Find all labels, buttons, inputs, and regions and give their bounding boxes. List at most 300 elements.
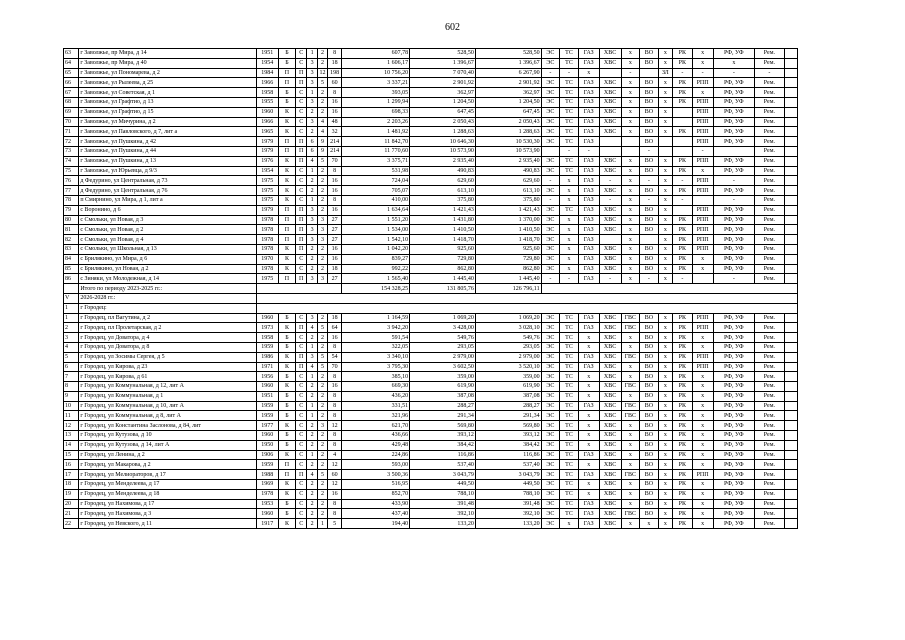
table-cell: - xyxy=(541,68,560,78)
table-cell: К xyxy=(278,362,296,372)
table-cell: х xyxy=(658,411,672,421)
table-cell: С xyxy=(296,480,307,490)
table-row xyxy=(64,391,798,401)
table-cell: 1906 xyxy=(256,450,278,460)
table-cell: ЭС xyxy=(541,49,560,59)
housing-register-table xyxy=(63,48,798,529)
table-cell: х xyxy=(578,333,599,343)
table-cell: 1954 xyxy=(256,58,278,68)
table-cell: 1 xyxy=(307,342,318,352)
total-value-cell: 126 796,11 xyxy=(475,284,541,294)
table-cell: ВО xyxy=(640,107,659,117)
table-cell: 12 xyxy=(319,69,326,76)
table-cell: ХВС xyxy=(599,460,621,470)
table-cell: РФ, УФ xyxy=(713,313,755,323)
table-cell xyxy=(541,284,797,294)
table-cell: РК xyxy=(672,225,692,235)
table-cell: х xyxy=(658,362,672,372)
table-cell: П xyxy=(278,146,296,156)
table-cell: 569,80 xyxy=(410,421,476,431)
table-cell: 549,76 xyxy=(475,333,541,343)
table-cell: ВО xyxy=(640,88,659,98)
table-cell: 9 xyxy=(318,137,328,147)
row-number-cell: 4 xyxy=(64,342,79,352)
address-cell: г Городец, ул Кутузова, д 10 xyxy=(79,431,256,441)
table-cell: ЭС xyxy=(541,323,560,333)
table-cell: РФ, УФ xyxy=(713,235,755,245)
table-cell: 48 xyxy=(327,117,341,127)
table-cell: 2 901,92 xyxy=(475,78,541,88)
address-cell: г Городец, ул Коммунальная, д 1 xyxy=(79,391,256,401)
table-cell: РК xyxy=(672,352,692,362)
address-cell: с Смольки, ул Новая, д 2 xyxy=(79,225,256,235)
table-cell: 2 xyxy=(318,401,328,411)
table-cell: 12 xyxy=(327,460,341,470)
table-cell: 8 xyxy=(327,372,341,382)
table-cell: ЭС xyxy=(541,342,560,352)
table-cell: 3 043,79 xyxy=(410,470,476,480)
table-cell: 516,95 xyxy=(342,480,410,490)
table-row xyxy=(64,489,798,499)
table-cell xyxy=(784,519,797,529)
table-cell: ЭС xyxy=(541,411,560,421)
table-cell: ГАЗ xyxy=(578,88,599,98)
table-cell: ГАЗ xyxy=(578,470,599,480)
row-number-cell: V xyxy=(64,293,79,303)
table-cell: ГАЗ xyxy=(578,254,599,264)
table-cell: х xyxy=(692,264,713,274)
table-cell: 729,80 xyxy=(475,254,541,264)
table-cell: ХВС xyxy=(599,88,621,98)
table-cell: 2 xyxy=(318,480,328,490)
table-cell: х xyxy=(658,421,672,431)
table-cell: РК xyxy=(672,431,692,441)
row-number-cell: 3 xyxy=(64,333,79,343)
table-cell: Рем. xyxy=(755,509,785,519)
table-cell: ХВС xyxy=(599,58,621,68)
table-cell: х xyxy=(578,440,599,450)
table-cell: РФ, УФ xyxy=(713,509,755,519)
table-cell: ВО xyxy=(640,225,659,235)
table-cell: х xyxy=(658,254,672,264)
table-cell: 27 xyxy=(327,274,341,284)
table-cell: х xyxy=(692,480,713,490)
table-cell: ТС xyxy=(560,58,579,68)
table-cell: х xyxy=(578,460,599,470)
row-number-cell: 2 xyxy=(64,323,79,333)
table-cell: ЭС xyxy=(541,489,560,499)
row-number-cell: 86 xyxy=(64,274,79,284)
table-cell: РФ, УФ xyxy=(713,519,755,529)
table-row xyxy=(64,244,798,254)
table-cell: 359,00 xyxy=(410,372,476,382)
table-cell: 2 xyxy=(318,49,328,59)
table-cell: 2 xyxy=(318,342,328,352)
table-cell: - xyxy=(755,68,785,78)
table-cell: 2 xyxy=(318,264,328,274)
table-cell: 288,27 xyxy=(475,401,541,411)
table-cell: х xyxy=(621,205,640,215)
table-cell: 788,10 xyxy=(475,489,541,499)
table-row xyxy=(64,333,798,343)
table-cell xyxy=(784,156,797,166)
table-cell: 2 xyxy=(307,421,318,431)
address-cell: г Городец, ул Коммунальная, д 12, лит А xyxy=(79,382,256,392)
table-cell: 2 xyxy=(307,382,318,392)
table-cell: - xyxy=(541,195,560,205)
table-cell: РПП xyxy=(692,225,713,235)
address-cell: г Заволжье, ул Мичурина, д 2 xyxy=(79,117,256,127)
table-cell: 16 xyxy=(327,333,341,343)
table-cell: К xyxy=(278,195,296,205)
table-cell: 393,12 xyxy=(410,431,476,441)
table-cell: 1973 xyxy=(256,323,278,333)
table-cell: ГАЗ xyxy=(578,244,599,254)
table-cell: х xyxy=(658,470,672,480)
table-cell: 16 xyxy=(327,107,341,117)
address-cell: г Заволжье, ул Графтио, д 13 xyxy=(79,97,256,107)
table-cell: С xyxy=(296,107,307,117)
row-number-cell: 76 xyxy=(64,176,79,186)
table-cell: П xyxy=(278,137,296,147)
table-cell: 1 288,63 xyxy=(410,127,476,137)
table-cell: Рем. xyxy=(755,146,785,156)
table-cell: 2 xyxy=(307,480,318,490)
table-cell: Б xyxy=(278,391,296,401)
table-cell xyxy=(784,146,797,156)
table-cell: ВО xyxy=(640,362,659,372)
table-cell: ГАЗ xyxy=(578,78,599,88)
table-cell: РФ, УФ xyxy=(713,411,755,421)
table-cell: 12 xyxy=(327,421,341,431)
table-cell: РФ, УФ xyxy=(713,382,755,392)
table-cell: ВО xyxy=(640,244,659,254)
table-cell: 3 xyxy=(307,68,318,78)
table-cell: ЭС xyxy=(541,401,560,411)
row-number-cell: 7 xyxy=(64,372,79,382)
table-cell: 2 xyxy=(318,205,328,215)
table-cell: 3 602,50 xyxy=(410,362,476,372)
table-cell: 1 xyxy=(307,166,318,176)
table-row xyxy=(64,519,798,529)
address-cell: г Городец, ул Менделеева, д 18 xyxy=(79,489,256,499)
table-cell xyxy=(784,489,797,499)
table-cell: РПП xyxy=(692,470,713,480)
table-cell xyxy=(784,97,797,107)
table-cell: х xyxy=(560,254,579,264)
table-cell: Б xyxy=(278,58,296,68)
table-cell: 1 xyxy=(307,372,318,382)
table-cell: 2 xyxy=(318,97,328,107)
table-cell: ВО xyxy=(640,421,659,431)
table-cell: х xyxy=(621,244,640,254)
table-cell: 1975 xyxy=(256,176,278,186)
table-cell: 1960 xyxy=(256,107,278,117)
table-cell: ГВС xyxy=(621,352,640,362)
table-cell: ТС xyxy=(560,117,579,127)
table-cell: ХВС xyxy=(599,411,621,421)
row-number-cell: 18 xyxy=(64,480,79,490)
table-cell: ГАЗ xyxy=(578,176,599,186)
row-number-cell: 19 xyxy=(64,489,79,499)
table-cell: 8 xyxy=(327,440,341,450)
table-cell xyxy=(784,333,797,343)
table-cell: 3 337,21 xyxy=(342,78,410,88)
table-cell: 647,45 xyxy=(475,107,541,117)
table-cell: ХВС xyxy=(599,519,621,529)
table-cell xyxy=(599,68,621,78)
table-cell: 1 418,70 xyxy=(475,235,541,245)
address-cell: с Воронино, д 6 xyxy=(79,205,256,215)
address-cell: г Городец, ул Ленина, д 2 xyxy=(79,450,256,460)
table-row xyxy=(64,205,798,215)
table-cell: 1 542,10 xyxy=(342,235,410,245)
table-cell: ТС xyxy=(560,137,579,147)
table-row xyxy=(64,156,798,166)
table-cell: Рем. xyxy=(755,97,785,107)
table-cell: К xyxy=(278,186,296,196)
table-cell: ГАЗ xyxy=(578,58,599,68)
table-cell: - xyxy=(560,68,579,78)
table-cell: 2 xyxy=(318,382,328,392)
table-cell: 607,78 xyxy=(342,49,410,59)
table-cell: х xyxy=(658,264,672,274)
table-cell: 387,08 xyxy=(475,391,541,401)
table-cell: Б xyxy=(278,431,296,441)
table-cell: 393,05 xyxy=(342,88,410,98)
table-cell: 2 xyxy=(307,186,318,196)
table-cell: х xyxy=(658,195,672,205)
table-cell: 3 xyxy=(318,274,328,284)
table-cell: Рем. xyxy=(755,460,785,470)
table-cell: ГАЗ xyxy=(578,235,599,245)
table-cell: 16 xyxy=(327,176,341,186)
table-cell: - xyxy=(621,68,640,78)
table-cell: 2 935,40 xyxy=(410,156,476,166)
address-cell: г Городец, ул Невского, д 11 xyxy=(79,519,256,529)
table-cell: С xyxy=(296,460,307,470)
table-cell: - xyxy=(672,195,692,205)
table-cell: х xyxy=(621,195,640,205)
table-cell: ТС xyxy=(560,88,579,98)
table-cell: 10 646,30 xyxy=(410,137,476,147)
table-cell xyxy=(784,391,797,401)
table-cell: ВО xyxy=(640,342,659,352)
table-cell: ТС xyxy=(560,440,579,450)
table-cell: х xyxy=(621,519,640,529)
table-cell: РПП xyxy=(692,362,713,372)
table-cell: П xyxy=(296,78,307,88)
row-number-cell: 63 xyxy=(64,49,79,59)
table-cell: 1 421,43 xyxy=(475,205,541,215)
address-cell: г Городец, ул Доватора, д 4 xyxy=(79,333,256,343)
table-cell: К xyxy=(278,450,296,460)
table-cell: П xyxy=(278,68,296,78)
table-cell: РПП xyxy=(692,176,713,186)
table-cell: РФ, УФ xyxy=(713,215,755,225)
table-cell: х xyxy=(658,186,672,196)
table-cell: Рем. xyxy=(755,440,785,450)
table-cell: РФ, УФ xyxy=(713,137,755,147)
table-cell: ТС xyxy=(560,49,579,59)
row-number-cell: 13 xyxy=(64,431,79,441)
table-cell: х xyxy=(692,509,713,519)
table-cell: ГАЗ xyxy=(578,323,599,333)
address-cell: г Городец, ул Кирова, д 61 xyxy=(79,372,256,382)
table-cell: ЭС xyxy=(541,519,560,529)
table-cell: С xyxy=(296,411,307,421)
table-cell xyxy=(784,499,797,509)
table-cell: ТС xyxy=(560,205,579,215)
table-cell: 2 xyxy=(307,244,318,254)
table-cell: х xyxy=(560,176,579,186)
table-cell: ЭС xyxy=(541,264,560,274)
table-cell: 613,10 xyxy=(475,186,541,196)
table-cell: х xyxy=(560,235,579,245)
table-cell: х xyxy=(578,421,599,431)
table-cell: х xyxy=(658,391,672,401)
table-cell: РФ, УФ xyxy=(713,342,755,352)
table-cell: ХВС xyxy=(599,391,621,401)
table-cell: 528,50 xyxy=(475,49,541,59)
table-cell: 387,08 xyxy=(410,391,476,401)
table-cell: 537,40 xyxy=(475,460,541,470)
table-cell: 27 xyxy=(327,215,341,225)
table-cell: 5 xyxy=(318,323,328,333)
table-cell: 1 xyxy=(307,411,318,421)
table-cell: ГАЗ xyxy=(578,499,599,509)
table-cell: 2 xyxy=(307,431,318,441)
table-row xyxy=(64,97,798,107)
table-cell: 8 xyxy=(327,195,341,205)
table-cell: х xyxy=(621,97,640,107)
table-cell: П xyxy=(296,235,307,245)
table-cell: 16 xyxy=(327,186,341,196)
address-cell: г Городец, ул Кирова, д 23 xyxy=(79,362,256,372)
table-cell: РК xyxy=(672,88,692,98)
table-cell: РК xyxy=(672,156,692,166)
table-cell: х xyxy=(621,372,640,382)
table-cell: х xyxy=(621,489,640,499)
address-cell: с Смольки, ул Новая, д 4 xyxy=(79,235,256,245)
table-row xyxy=(64,274,798,284)
table-cell xyxy=(599,235,621,245)
table-cell: 2 xyxy=(318,499,328,509)
table-cell: РПП xyxy=(692,323,713,333)
table-cell: 490,83 xyxy=(410,166,476,176)
table-cell xyxy=(621,137,640,147)
table-cell: ЭС xyxy=(541,470,560,480)
table-cell: РПП xyxy=(692,97,713,107)
table-cell: х xyxy=(658,352,672,362)
table-cell: 1976 xyxy=(256,156,278,166)
table-row xyxy=(64,146,798,156)
table-cell: 322,05 xyxy=(342,342,410,352)
address-cell: г Городец, ул Доватора, д 8 xyxy=(79,342,256,352)
table-cell: ХВС xyxy=(599,117,621,127)
row-number-cell: 20 xyxy=(64,499,79,509)
table-cell: Рем. xyxy=(755,127,785,137)
table-cell: ХВС xyxy=(599,127,621,137)
table-cell: ТС xyxy=(560,323,579,333)
table-cell: 436,20 xyxy=(342,391,410,401)
table-cell: РФ, УФ xyxy=(713,205,755,215)
table-cell: - xyxy=(692,68,713,78)
table-cell: ТС xyxy=(560,382,579,392)
table-cell: 11 842,70 xyxy=(342,137,410,147)
table-cell: 1978 xyxy=(256,225,278,235)
table-cell: РПП xyxy=(692,215,713,225)
table-cell: 613,10 xyxy=(410,186,476,196)
table-cell: 1 481,92 xyxy=(342,127,410,137)
table-cell xyxy=(784,195,797,205)
table-cell: 4 xyxy=(307,156,318,166)
table-cell: Рем. xyxy=(755,480,785,490)
table-cell: ТС xyxy=(560,450,579,460)
table-cell: Рем. xyxy=(755,186,785,196)
table-cell: ВО xyxy=(640,127,659,137)
table-cell: х xyxy=(658,489,672,499)
table-cell: 1 396,67 xyxy=(475,58,541,68)
table-cell: ХВС xyxy=(599,509,621,519)
table-cell: 64 xyxy=(327,323,341,333)
table-cell: РК xyxy=(672,235,692,245)
row-number-cell: 8 xyxy=(64,382,79,392)
table-cell: РФ, УФ xyxy=(713,489,755,499)
page-number: 602 xyxy=(445,22,460,33)
table-cell: 3 795,30 xyxy=(342,362,410,372)
table-cell: С xyxy=(296,127,307,137)
table-cell: ГВС xyxy=(621,509,640,519)
table-cell: 60 xyxy=(327,78,341,88)
table-cell: РПП xyxy=(692,352,713,362)
table-cell xyxy=(784,450,797,460)
table-cell: ХВС xyxy=(599,244,621,254)
table-cell: 6 xyxy=(307,137,318,147)
table-cell: 1 551,20 xyxy=(342,215,410,225)
table-cell: ТС xyxy=(560,372,579,382)
table-cell: 591,54 xyxy=(342,333,410,343)
table-cell: ЭС xyxy=(541,166,560,176)
table-cell: 1958 xyxy=(256,333,278,343)
table-cell: РФ, УФ xyxy=(713,480,755,490)
table-cell: РК xyxy=(672,480,692,490)
table-cell: 10 756,20 xyxy=(342,68,410,78)
table-cell: 1979 xyxy=(256,146,278,156)
table-cell: 669,30 xyxy=(342,382,410,392)
table-cell: Рем. xyxy=(755,58,785,68)
table-cell: П xyxy=(296,205,307,215)
row-number-cell: 10 xyxy=(64,401,79,411)
table-cell: К xyxy=(278,489,296,499)
table-cell xyxy=(784,137,797,147)
table-cell: ЭС xyxy=(541,480,560,490)
table-cell xyxy=(784,401,797,411)
table-cell: РК xyxy=(672,499,692,509)
table-cell: 1960 xyxy=(256,382,278,392)
row-number-cell: 85 xyxy=(64,264,79,274)
table-cell: х xyxy=(692,49,713,59)
table-cell: К xyxy=(278,264,296,274)
table-cell: 6 267,90 xyxy=(475,68,541,78)
table-cell: 8 xyxy=(327,499,341,509)
table-cell: ХВС xyxy=(599,78,621,88)
table-cell: Рем. xyxy=(755,421,785,431)
table-cell: 992,22 xyxy=(342,264,410,274)
table-cell: РПП xyxy=(692,186,713,196)
table-cell: 8 xyxy=(327,401,341,411)
table-cell: 1975 xyxy=(256,195,278,205)
